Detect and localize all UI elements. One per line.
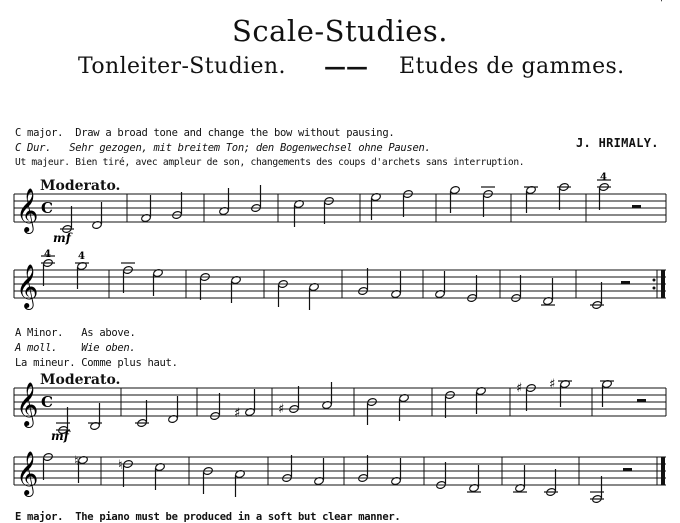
half-rest-icon bbox=[632, 205, 641, 208]
half-rest-icon bbox=[621, 281, 630, 284]
natural-icon: ♮ bbox=[118, 458, 123, 473]
key-label: E major. bbox=[15, 511, 64, 523]
fingering-number: 4 bbox=[44, 249, 51, 260]
instruction-text: Draw a broad tone and change the bow without pausing. bbox=[75, 127, 395, 139]
time-signature: C bbox=[41, 199, 53, 217]
staff-4 bbox=[14, 457, 666, 485]
staff-3 bbox=[14, 388, 666, 416]
staff-1 bbox=[14, 194, 666, 222]
tempo-marking: Moderato. bbox=[40, 178, 121, 194]
dynamic-marking: mf bbox=[51, 429, 69, 443]
treble-clef-icon: 𝄞 bbox=[16, 188, 39, 232]
natural-icon: ♮ bbox=[74, 454, 79, 469]
subtitle-dash: —— bbox=[324, 54, 368, 80]
instruction-text: The piano must be produced in a soft but clear manner. bbox=[75, 511, 401, 523]
treble-clef-icon: 𝄞 bbox=[16, 451, 39, 495]
treble-clef-icon: 𝄞 bbox=[16, 264, 39, 308]
half-rest-icon bbox=[637, 399, 646, 402]
composer-name: J. HRIMALY. bbox=[576, 136, 659, 150]
key-label: Ut majeur. bbox=[15, 157, 70, 168]
tempo-marking: Moderato. bbox=[40, 372, 121, 388]
sharp-icon: ♯ bbox=[549, 377, 556, 392]
page-title: Scale-Studies. bbox=[232, 14, 448, 48]
fingering-number: 4 bbox=[78, 251, 85, 262]
key-label: La mineur. bbox=[15, 357, 76, 369]
staff-2 bbox=[14, 270, 666, 298]
fingering-number: 4 bbox=[600, 172, 607, 183]
treble-clef-icon: 𝄞 bbox=[16, 382, 39, 426]
dynamic-marking: mf bbox=[53, 231, 71, 245]
instruction-text: As above. bbox=[81, 327, 136, 339]
notes-staff-1 bbox=[60, 180, 611, 234]
sharp-icon: ♯ bbox=[516, 381, 523, 396]
key-label: A Minor. bbox=[15, 327, 64, 339]
key-label: C major. bbox=[15, 127, 64, 139]
subtitle-french: Etudes de gammes. bbox=[399, 54, 625, 79]
repeat-dot bbox=[653, 279, 656, 282]
instruction-text: Sehr gezogen, mit breitem Ton; den Bogenwechsel ohne Pausen. bbox=[69, 142, 431, 154]
notes-staff-2 bbox=[41, 256, 604, 310]
instruction-text: Comme plus haut. bbox=[81, 357, 178, 369]
half-rest-icon bbox=[623, 468, 632, 471]
time-signature: C bbox=[41, 393, 53, 411]
subtitle-german: Tonleiter-Studien. bbox=[78, 54, 286, 79]
final-barline bbox=[661, 457, 665, 485]
instruction-text: Wie oben. bbox=[81, 342, 136, 354]
corner-mark: ' bbox=[660, 0, 663, 9]
sharp-icon: ♯ bbox=[278, 402, 285, 417]
repeat-dot bbox=[653, 287, 656, 290]
key-label: A moll. bbox=[15, 342, 58, 354]
instruction-text: Bien tiré, avec ampleur de son, changements des coups d'archets sans interruption. bbox=[75, 157, 525, 168]
key-label: C Dur. bbox=[15, 142, 52, 154]
final-barline bbox=[661, 270, 665, 298]
sharp-icon: ♯ bbox=[234, 406, 241, 421]
